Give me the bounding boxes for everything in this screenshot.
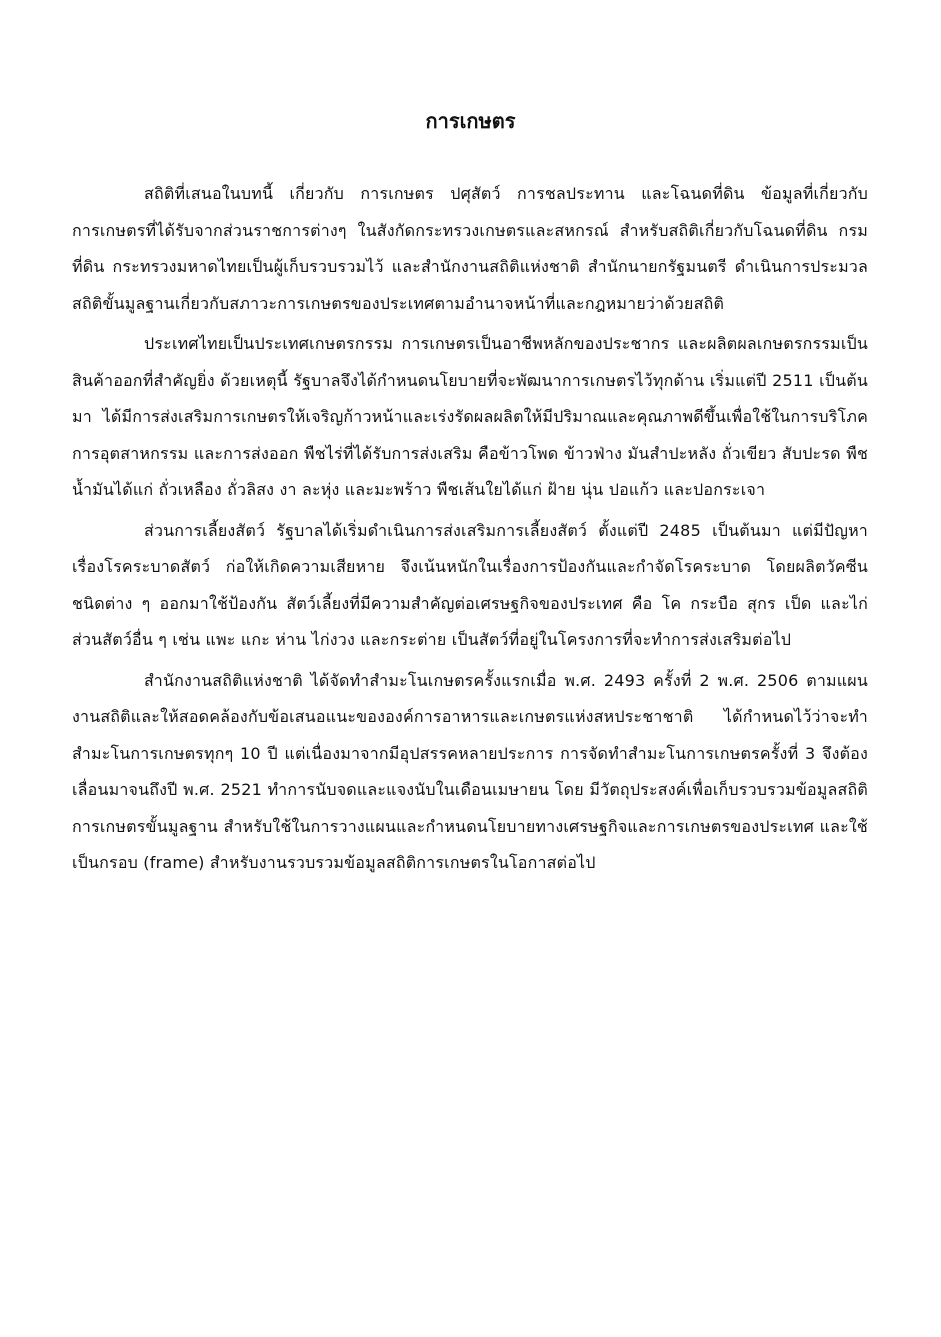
page-title: การเกษตร bbox=[425, 109, 516, 133]
paragraph-intro: สถิติที่เสนอในบทนี้ เกี่ยวกับ การเกษตร ปศุสัตว์ การชลประทาน และโฉนดที่ดิน ข้อมูลที่เกี่ยวกับการเกษตรที่ได้รับจากส่วนราชการต่างๆ ในสังกัดกระทรวงเกษตรและสหกรณ์ สำหรับสถิติเกี่ยวกับโฉนดที่ดิน กรมที่ดิน กระทรวงมหาดไทยเป็นผู้เก็บรวบรวมไว้ และสำนักงานสถิติแห่งชาติ สำนักนายกรัฐมนตรี ดำเนินการประมวลสถิติขั้นมูลฐานเกี่ยวกับสภาวะการเกษตรของประเทศตามอำนาจหน้าที่และกฎหมายว่าด้วยสถิติ bbox=[72, 184, 868, 313]
paragraph-crops: ประเทศไทยเป็นประเทศเกษตรกรรม การเกษตรเป็นอาชีพหลักของประชากร และผลิตผลเกษตรกรรมเป็นสินค้าออกที่สำคัญยิ่ง ด้วยเหตุนี้ รัฐบาลจึงได้กำหนดนโยบายที่จะพัฒนาการเกษตรไว้ทุกด้าน เริ่มแต่ปี 2511 เป็นต้นมา ได้มีการส่งเสริมการเกษตรให้เจริญก้าวหน้าและเร่งรัดผลผลิตให้มีปริมาณและคุณภาพดีขึ้นเพื่อใช้ในการบริโภค การอุตสาหกรรม และการส่งออก พืชไร่ที่ได้รับการส่งเสริม คือข้าวโพด ข้าวฟ่าง มันสำปะหลัง ถั่วเขียว สับปะรด พืชน้ำมันได้แก่ ถั่วเหลือง ถั่วลิสง งา ละหุ่ง และมะพร้าว พืชเส้นใยได้แก่ ฝ้าย นุ่น ปอแก้ว และปอกระเจา bbox=[72, 334, 868, 499]
body-text bbox=[72, 176, 868, 882]
paragraph-census: สำนักงานสถิติแห่งชาติ ได้จัดทำสำมะโนเกษตรครั้งแรกเมื่อ พ.ศ. 2493 ครั้งที่ 2 พ.ศ. 2506 ตามแผนงานสถิติและให้สอดคล้องกับข้อเสนอแนะขององค์การอาหารและเกษตรแห่งสหประชาชาติ ได้กำหนดไว้ว่าจะทำสำมะโนการเกษตรทุกๆ 10 ปี แต่เนื่องมาจากมีอุปสรรคหลายประการ การจัดทำสำมะโนการเกษตรครั้งที่ 3 จึงต้องเลื่อนมาจนถึงปี พ.ศ. 2521 ทำการนับจดและแจงนับในเดือนเมษายน โดย มีวัตถุประสงค์เพื่อเก็บรวบรวมข้อมูลสถิติการเกษตรขั้นมูลฐาน สำหรับใช้ในการวางแผนและกำหนดนโยบายทางเศรษฐกิจและการเกษตรของประเทศ และใช้เป็นกรอบ (frame) สำหรับงานรวบรวมข้อมูลสถิติการเกษตรในโอกาสต่อไป bbox=[72, 670, 868, 872]
paragraph-livestock: ส่วนการเลี้ยงสัตว์ รัฐบาลได้เริ่มดำเนินการส่งเสริมการเลี้ยงสัตว์ ตั้งแต่ปี 2485 เป็นต้นมา แต่มีปัญหาเรื่องโรคระบาดสัตว์ ก่อให้เกิดความเสียหาย จึงเน้นหนักในเรื่องการป้องกันและกำจัดโรคระบาด โดยผลิตวัคซีนชนิดต่าง ๆ ออกมาใช้ป้องกัน สัตว์เลี้ยงที่มีความสำคัญต่อเศรษฐกิจของประเทศ คือ โค กระบือ สุกร เป็ด และไก่ ส่วนสัตว์อื่น ๆ เช่น แพะ แกะ ห่าน ไก่งวง และกระต่าย เป็นสัตว์ที่อยู่ในโครงการที่จะทำการส่งเสริมต่อไป bbox=[72, 520, 868, 649]
